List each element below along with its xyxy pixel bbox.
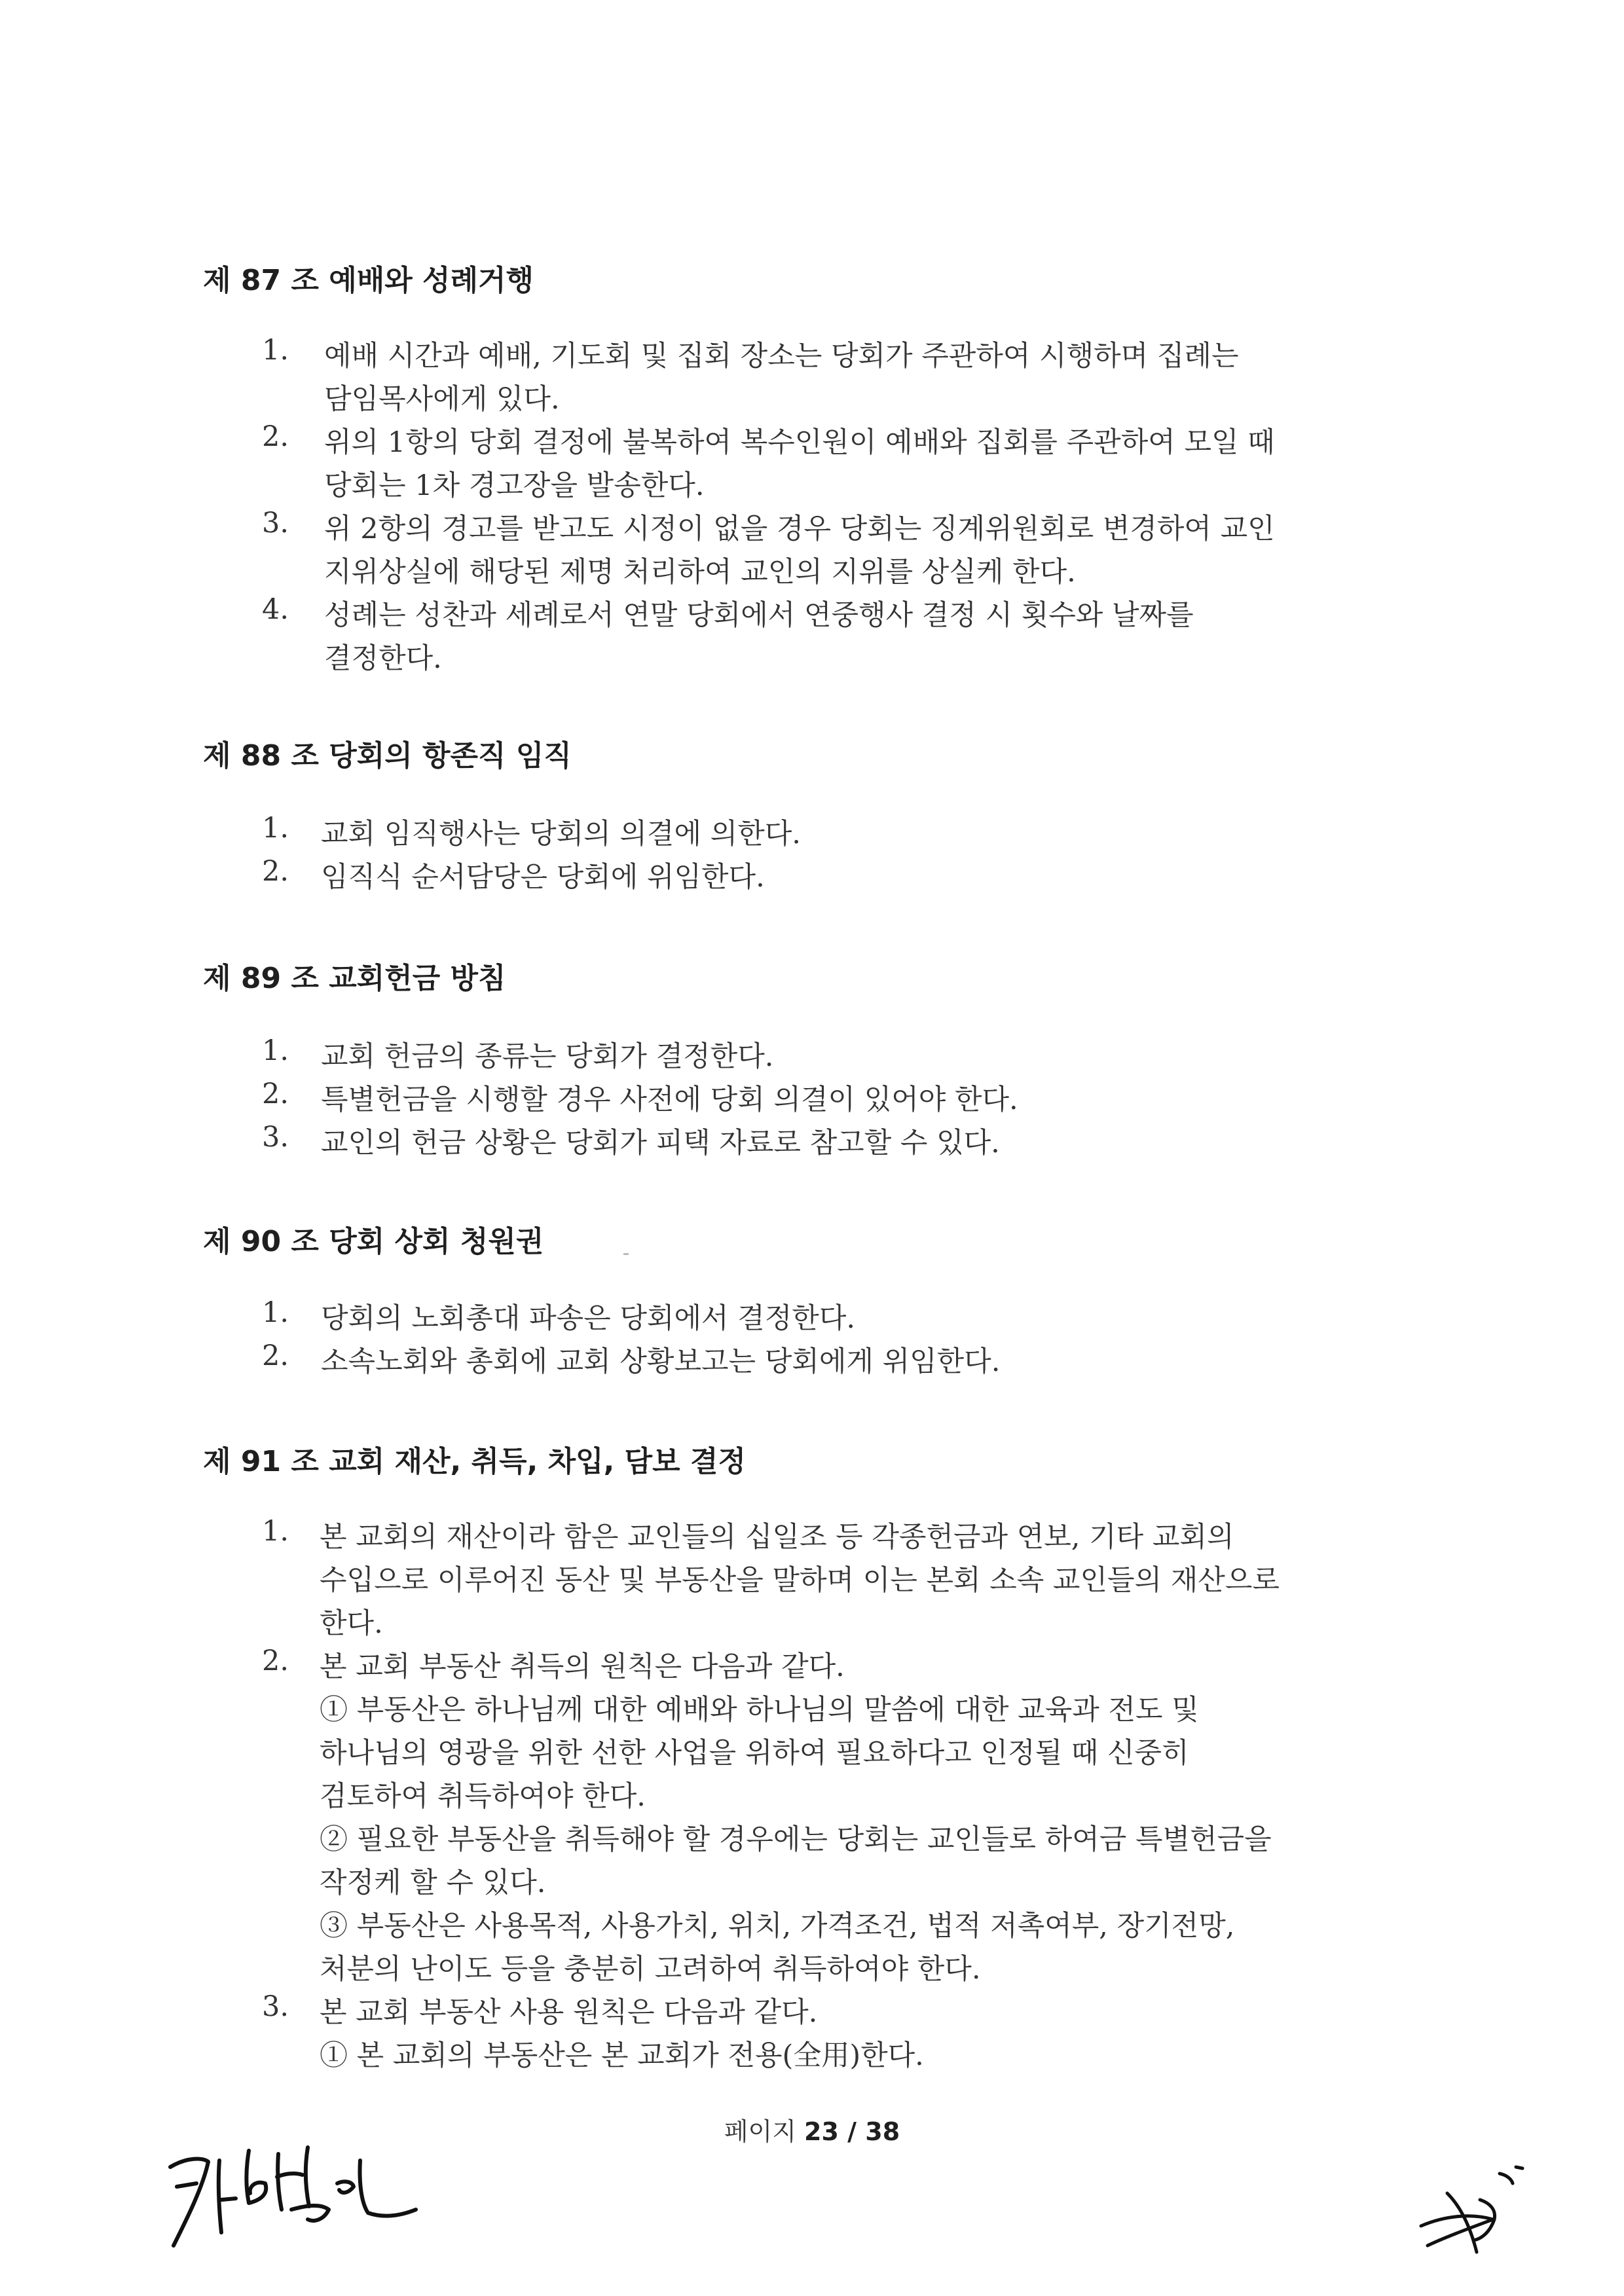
scan-speck: [623, 1253, 629, 1255]
signature-left: [157, 2121, 432, 2259]
signature-right: [1408, 2154, 1565, 2265]
article-90-title: 제 90 조 당회 상회 청원권: [203, 1225, 544, 1258]
article-89-title: 제 89 조 교회헌금 방침: [203, 962, 506, 995]
page-label: 페이지: [724, 2117, 796, 2146]
article-87-title: 제 87 조 예배와 성례거행: [203, 264, 534, 297]
article-88-title: 제 88 조 당회의 항존직 임직: [203, 739, 572, 773]
article-91-title: 제 91 조 교회 재산, 취득, 차입, 담보 결정: [203, 1445, 746, 1478]
page-number: 23 / 38: [804, 2117, 900, 2146]
document-page: 제 87 조 예배와 성례거행 1. 예배 시간과 예배, 기도회 및 집회 장소는 당회가 주관하여 시행하며 집례는 담임목사에게 있다. 2. 위의 1항의 당회 결정에 불복하여 복수인원이 예배와 집회를 주관하여 모일 때 당회는 1차 경고장을 발송한다. 3. 위 2항의 경고를 받고도 시정이 없을 경우 당회는 징계위원회로 변경하여 교인 지위상실에 해당된 제명 처리하여 교인의 지위를 상실케 한다. 4. 성례는 성찬과 세례로서 연말 당회에서 연중행사 결정 시 횟수와 날짜를 결정한다. 제 88 조 당회의 항존직 임직 1. 교회 임직행사는 당회의 의결에 의한다. 2. 임직식 순서담당은 당회에 위임한다. 제 89 조 교회헌금 방침 1. 교회 헌금의 종류는 당회가 결정한다. 2. 특별헌금을 시행할 경우 사전에 당회 의결이 있어야 한다. 3. 교인의 헌금 상황은 당회가 피택 자료로 참고할 수 있다. 제 90 조 당회 상회 청원권 1. 당회의 노회총대 파송은 당회에서 결정한다. 2. 소속노회와 총회에 교회 상황보고는 당회에게 위임한다. 제 91 조 교회 재산, 취득, 차입, 담보 결정 1. 본 교회의 재산이라 함은 교인들의 십일조 등 각종헌금과 연보, 기타 교회의 수입으로 이루어진 동산 및 부동산을 말하며 이는 본회 소속 교인들의 재산으로 한다. 2. 본 교회 부동산 취득의 원칙은 다음과 같다. ① 부동산은 하나님께 대한 예배와 하나님의 말씀에 대한 교육과 전도 및 하나님의 영광을 위한 선한 사업을 위하여 필요하다고 인정될 때 신중히 검토하여 취득하여야 한다. ② 필요한 부동산을 취득해야 할 경우에는 당회는 교인들로 하여금 특별헌금을 작정케 할 수 있다. ③ 부동산은 사용목적, 사용가치, 위치, 가격조건, 법적 저촉여부, 장기전망, 처분의 난이도 등을 충분히 고려하여 취득하여야 한다. 3. 본 교회 부동산 사용 원칙은 다음과 같다. ① 본 교회의 부동산은 본 교회가 전용(全用)한다. 페이지 23 / 38: [0, 0, 1624, 2296]
